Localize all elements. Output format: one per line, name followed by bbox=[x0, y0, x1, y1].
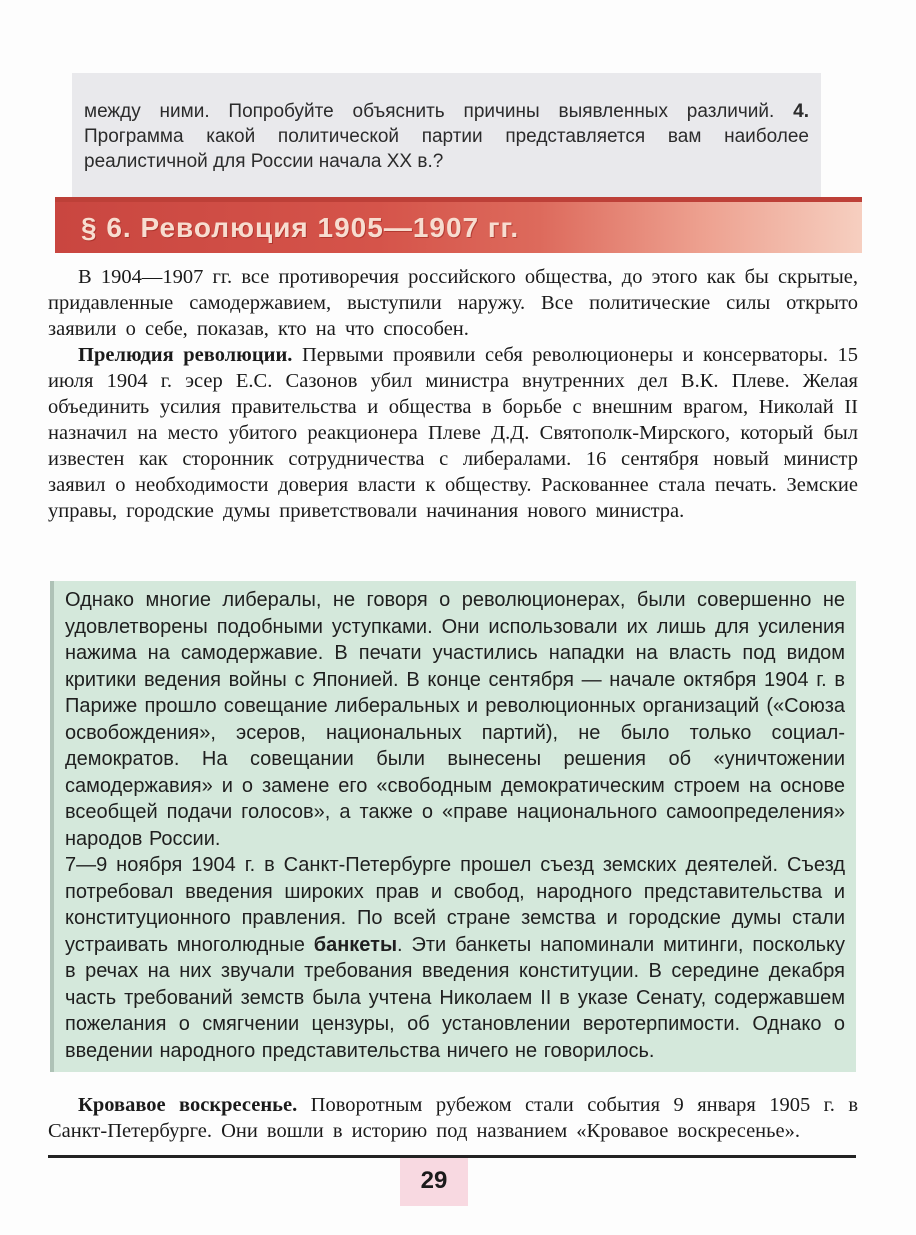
highlight-paragraph-2-before: 7—9 ноября 1904 г. в Санкт-Петербурге прошел съезд земских деятелей. Съезд потребовал введения широких прав и свобод, народного представительства и конституционного правления. По всей стране земства и городские думы стали устраивать многолюдные bbox=[65, 854, 845, 956]
page-number-badge bbox=[400, 1156, 468, 1206]
paragraph-intro: В 1904—1907 гг. все противоречия российского общества, до этого как бы скрытые, придавленные самодержавием, выступили наружу. Все политические силы открыто заявили о себе, показав, кто на что способен. bbox=[48, 266, 858, 340]
questions-text bbox=[84, 99, 809, 174]
highlight-term-bankety: банкеты bbox=[313, 933, 398, 956]
section-header bbox=[55, 197, 862, 253]
question-number: 4. bbox=[793, 101, 809, 122]
page-number: 29 bbox=[420, 1167, 448, 1194]
footer-rule bbox=[48, 1155, 856, 1158]
questions-text-item: Программа какой политической партии представляется вам наиболее реалистичной для России начала XX в.? bbox=[84, 126, 809, 172]
highlight-box bbox=[50, 581, 856, 1072]
questions-box bbox=[72, 73, 821, 204]
paragraph-prelude-lead: Прелюдия революции. bbox=[78, 344, 293, 366]
paragraph-bloody-sunday-text: Поворотным рубежом стали события 9 января 1905 г. в Санкт-Петербурге. Они вошли в историю под названием «Кровавое воскресенье». bbox=[48, 1093, 859, 1142]
highlight-paragraph-2 bbox=[65, 852, 845, 1064]
section-title: § 6. Революция 1905—1907 гг. bbox=[81, 211, 520, 243]
paragraph-bloody-sunday bbox=[48, 1092, 858, 1144]
paragraph-prelude bbox=[48, 342, 858, 524]
highlight-paragraph-2-after: . Эти банкеты напоминали митинги, поскольку в речах на них звучали требования введения конституции. В середине декабря часть требований земств была учтена Николаем II в указе Сенату, содержавшем пожелания о смягчении цензуры, об установлении веротерпимости. Однако о введении народного представительства ничего не говорилось. bbox=[65, 933, 846, 1062]
questions-text-before: между ними. Попробуйте объяснить причины выявленных различий. bbox=[84, 101, 794, 122]
paragraph-prelude-text: Первыми проявили себя революционеры и консерваторы. 15 июля 1904 г. эсер Е.С. Сазонов убил министра внутренних дел В.К. Плеве. Желая объединить усилия правительства и общества в борьбе с внешним врагом, Николай II назначил на место убитого реакционера Плеве Д.Д. Святополк-Мирского, который был известен как сторонник сотрудничества с либералами. 16 сентября новый министр заявил о необходимости доверия власти к обществу. Раскованнее стала печать. Земские управы, городские думы приветствовали начинания нового министра. bbox=[48, 344, 858, 522]
paragraph-bloody-sunday-lead: Кровавое воскресенье. bbox=[78, 1093, 298, 1116]
highlight-paragraph-1: Однако многие либералы, не говоря о революционерах, были совершенно не удовлетворены подобными уступками. Они использовали их лишь для усиления нажима на самодержавие. В печати участились нападки на власть под видом критики ведения войны с Японией. В конце сентября — начале октября 1904 г. в Париже прошло совещание либеральных и революционных организаций («Союза освобождения», эсеров, национальных партий), не было только социал-демократов. На совещании были вынесены решения об «уничтожении самодержавия» и о замене его «свободным демократическим строем на основе всеобщей подачи голосов», а также о «праве национального самоопределения» народов России. bbox=[65, 589, 845, 850]
body-text bbox=[48, 264, 858, 524]
